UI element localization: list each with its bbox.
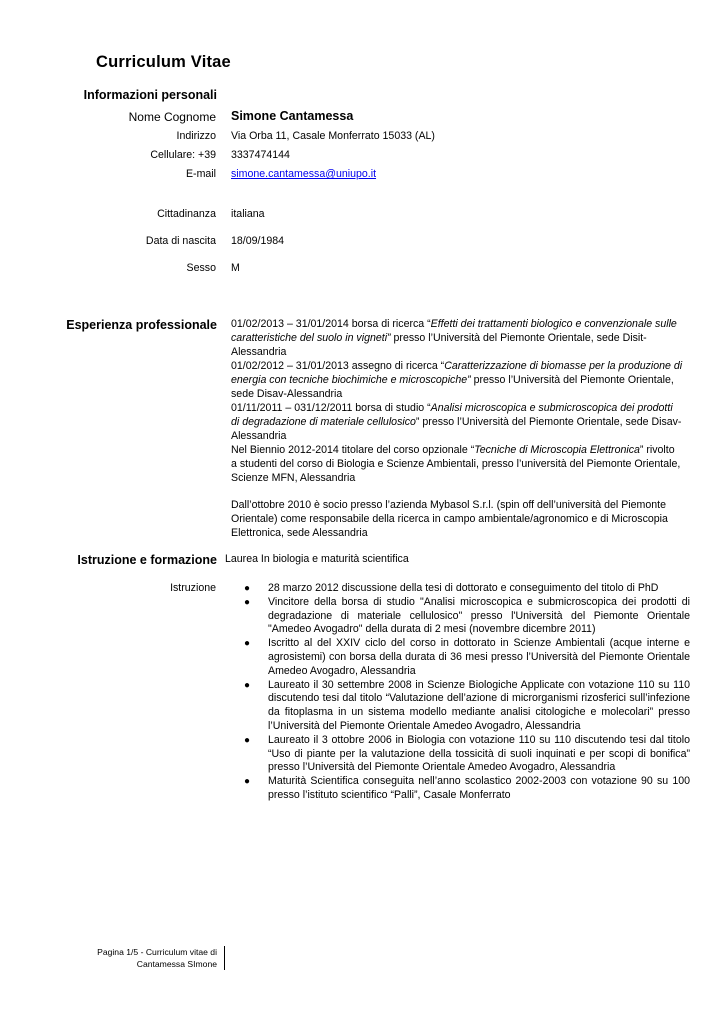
experience-entry: 01/11/2011 – 031/12/2011 borsa di studio “Analisi microscopica e submicroscopica dei prodotti di degradazione di materiale cellulosico” presso l’Università del Piemonte Orientale, sede Disav-Alessandria bbox=[231, 402, 682, 442]
list-item: ● Iscritto al del XXIV ciclo del corso in dottorato in Scienze Ambientali (acque interne e agrosistemi) con borsa della durata di 36 mesi presso l’Università del Piemonte Orientale Amedeo Avogadro, Alessandria bbox=[244, 637, 690, 677]
bullet-icon: ● bbox=[244, 734, 251, 746]
bullet-icon: ● bbox=[244, 638, 251, 650]
label-phone: Cellulare: +39 bbox=[150, 149, 216, 161]
value-birthdate: 18/09/1984 bbox=[231, 235, 285, 247]
education-list bbox=[244, 582, 690, 803]
footer-line: Cantamessa SImone bbox=[136, 958, 217, 969]
section-heading-education: Istruzione e formazione bbox=[77, 553, 217, 567]
label-sex: Sesso bbox=[186, 262, 216, 274]
value-phone: 3337474144 bbox=[231, 149, 290, 161]
page-footer bbox=[97, 947, 217, 970]
page-title: Curriculum Vitae bbox=[96, 53, 231, 71]
value-sex: M bbox=[231, 262, 240, 274]
list-item: ● Maturità Scientifica conseguita nell’anno scolastico 2002-2003 con votazione 90 su 100 presso l’istituto scientifico “Palli”, Casale Monferrato bbox=[244, 775, 690, 801]
section-heading-personal: Informazioni personali bbox=[83, 88, 217, 102]
footer-divider bbox=[224, 946, 225, 970]
label-citizenship: Cittadinanza bbox=[157, 208, 216, 220]
list-item: ● Laureato il 3 ottobre 2006 in Biologia con votazione 110 su 110 discutendo tesi dal titolo “Uso di piante per la valutazione della tossicità di suoli inquinati e per scopi di bonifica” presso l’Università del Piemonte Orientale Amedeo Avogadro, Alessandria bbox=[244, 733, 690, 774]
experience-entry: 01/02/2012 – 31/01/2013 assegno di ricerca “Caratterizzazione di biomasse per la produzione di energia con tecniche biochimiche e microscopiche” presso l’Università del Piemonte Orientale, sede Disav-Alessandria bbox=[231, 360, 683, 400]
experience-list bbox=[231, 317, 683, 443]
teaching-paragraph: Nel Biennio 2012-2014 titolare del corso opzionale “Tecniche di Microscopia Elettronica” rivolto a studenti del corso di Biologia e Scienze Ambientali, presso l’università del Piemonte Orientale, Scienze MFN, Alessandria bbox=[231, 444, 681, 484]
bullet-icon: ● bbox=[244, 679, 251, 691]
list-item: ● Vincitore della borsa di studio "Analisi microscopica e submicroscopica dei prodotti di degradazione di materiale cellulosico" presso l'Università del Piemonte Orientale "Amedeo Avogadro" della durata di 2 mesi (novembre dicembre 2011) bbox=[244, 595, 690, 636]
section-heading-experience: Esperienza professionale bbox=[66, 318, 217, 332]
list-item: ● Laureato il 30 settembre 2008 in Scienze Biologiche Applicate con votazione 110 su 110 discutendo tesi dal titolo “Valutazione dell’azione di microrganismi rizosferici sull’infezione da fitoplasma in un sistema modello mediante analisi citologiche e molecolari” presso l’Università del Piemonte Orientale Amedeo Avogadro, Alessandria bbox=[244, 678, 690, 732]
label-address: Indirizzo bbox=[176, 130, 216, 142]
bullet-icon: ● bbox=[244, 776, 251, 788]
footer-line: Pagina 1/5 - Curriculum vitae di bbox=[97, 947, 217, 957]
bullet-icon: ● bbox=[244, 583, 251, 594]
email-link[interactable]: simone.cantamessa@uniupo.it bbox=[231, 168, 377, 180]
bullet-icon: ● bbox=[244, 596, 251, 608]
list-item: ● 28 marzo 2012 discussione della tesi di dottorato e conseguimento del titolo di PhD bbox=[244, 582, 659, 594]
label-birthdate: Data di nascita bbox=[145, 235, 216, 247]
value-address: Via Orba 11, Casale Monferrato 15033 (AL) bbox=[231, 130, 435, 142]
label-email: E-mail bbox=[185, 168, 216, 180]
experience-entry: 01/02/2013 – 31/01/2014 borsa di ricerca “Effetti dei trattamenti biologico e convenzionale sulle caratteristiche del suolo in vigneti” presso l’Università del Piemonte Orientale, sede Disit-Alessandria bbox=[231, 318, 677, 358]
value-citizenship: italiana bbox=[231, 208, 265, 220]
value-name: Simone Cantamessa bbox=[231, 109, 354, 123]
company-paragraph: Dall’ottobre 2010 è socio presso l’azienda Mybasol S.r.l. (spin off dell’università del Piemonte Orientale) come responsabile della ricerca in campo ambientale/agronomico e di Microscopia Elettronica, sede Alessandria bbox=[231, 499, 668, 539]
label-education: Istruzione bbox=[170, 582, 216, 594]
label-name: Nome Cognome bbox=[128, 110, 216, 124]
education-summary: Laurea In biologia e maturità scientifica bbox=[225, 553, 409, 565]
